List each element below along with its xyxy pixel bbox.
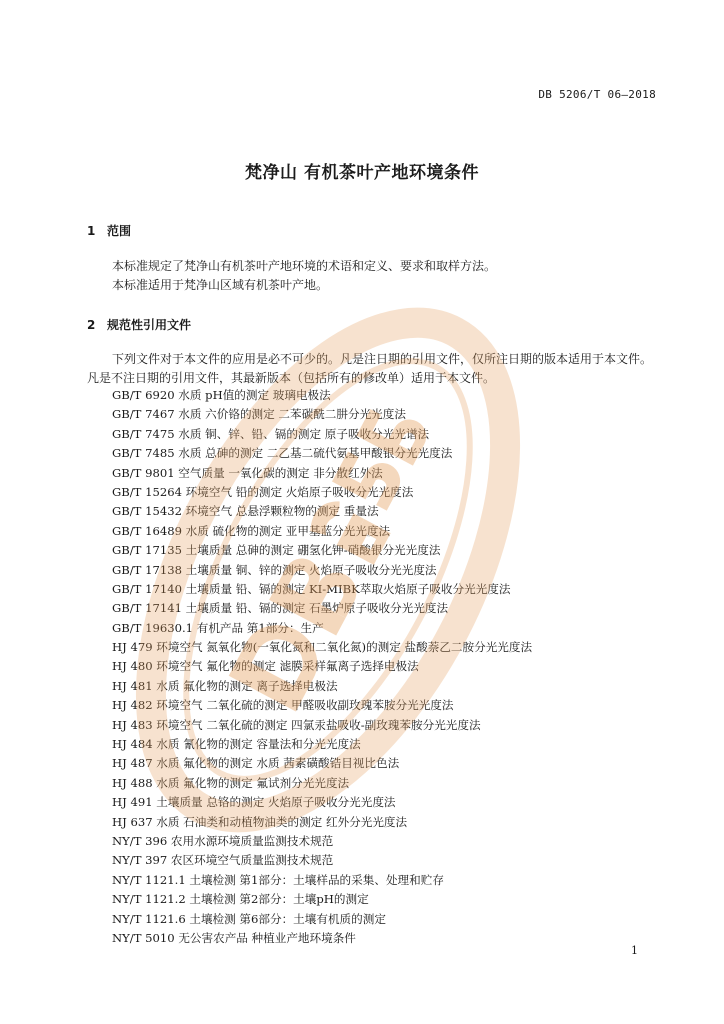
reference-item: HJ 487 水质 氟化物的测定 水质 茜素磺酸锆目视比色法 — [112, 756, 400, 771]
reference-item: HJ 491 土壤质量 总铬的测定 火焰原子吸收分光光度法 — [112, 795, 396, 810]
reference-item: GB/T 17138 土壤质量 铜、锌的测定 火焰原子吸收分光光度法 — [112, 562, 437, 577]
reference-item: GB/T 7485 水质 总砷的测定 二乙基二硫代氨基甲酸银分光光度法 — [112, 446, 453, 461]
reference-item: NY/T 1121.6 土壤检测 第6部分：土壤有机质的测定 — [112, 911, 386, 926]
reference-item: HJ 488 水质 氟化物的测定 氟试剂分光光度法 — [112, 775, 350, 790]
page-title: 梵净山 有机茶叶产地环境条件 — [245, 163, 479, 183]
scope-paragraph-2: 本标准适用于梵净山区域有机茶叶产地。 — [112, 278, 329, 292]
reference-item: HJ 479 环境空气 氮氧化物(一氧化氮和二氧化氮)的测定 盐酸萘乙二胺分光光度法 — [112, 640, 533, 655]
reference-item: NY/T 5010 无公害农产品 种植业产地环境条件 — [112, 930, 356, 945]
reference-list — [112, 386, 672, 948]
reference-item: NY/T 1121.1 土壤检测 第1部分：土壤样品的采集、处理和贮存 — [112, 872, 444, 887]
page-number: 1 — [631, 944, 638, 957]
section-1-heading — [87, 222, 131, 239]
reference-item: NY/T 396 农用水源环境质量监测技术规范 — [112, 833, 334, 848]
section-1-number: 1 — [87, 224, 96, 238]
section-1-title: 范围 — [107, 224, 132, 238]
scope-paragraph-1: 本标准规定了梵净山有机茶叶产地环境的术语和定义、要求和取样方法。 — [112, 259, 497, 273]
reference-item: GB/T 17135 土壤质量 总砷的测定 硼氢化钾-硝酸银分光光度法 — [112, 543, 441, 558]
reference-item: NY/T 397 农区环境空气质量监测技术规范 — [112, 853, 334, 868]
references-intro: 下列文件对于本文件的应用是必不可少的。凡是注日期的引用文件，仅所注日期的版本适用于本文件。凡是不注日期的引用文件，其最新版本（包括所有的修改单）适用于本文件。 — [87, 352, 653, 385]
reference-item: HJ 484 水质 氰化物的测定 容量法和分光光度法 — [112, 737, 361, 752]
reference-item: GB/T 16489 水质 硫化物的测定 亚甲基蓝分光光度法 — [112, 523, 391, 538]
reference-item: GB/T 7467 水质 六价铬的测定 二苯碳酰二肼分光光度法 — [112, 407, 406, 422]
reference-item: HJ 483 环境空气 二氧化硫的测定 四氯汞盐吸收-副玫瑰苯胺分光光度法 — [112, 717, 481, 732]
reference-item: GB/T 15264 环境空气 铅的测定 火焰原子吸收分光光度法 — [112, 484, 414, 499]
reference-item: GB/T 7475 水质 铜、锌、铅、镉的测定 原子吸收分光光谱法 — [112, 426, 430, 441]
reference-item: GB/T 19630.1 有机产品 第1部分：生产 — [112, 620, 324, 635]
reference-item: NY/T 1121.2 土壤检测 第2部分：土壤pH的测定 — [112, 892, 369, 907]
reference-item: HJ 482 环境空气 二氧化硫的测定 甲醛吸收副玫瑰苯胺分光光度法 — [112, 698, 454, 713]
reference-item: GB/T 17140 土壤质量 铅、镉的测定 KI-MIBK萃取火焰原子吸收分光光度法 — [112, 581, 511, 596]
reference-item: GB/T 15432 环境空气 总悬浮颗粒物的测定 重量法 — [112, 504, 379, 519]
reference-item: GB/T 17141 土壤质量 铅、镉的测定 石墨炉原子吸收分光光度法 — [112, 601, 449, 616]
section-2-title: 规范性引用文件 — [107, 318, 192, 332]
reference-item: HJ 481 水质 氟化物的测定 离子选择电极法 — [112, 678, 338, 693]
reference-item: GB/T 6920 水质 pH值的测定 玻璃电极法 — [112, 388, 331, 402]
reference-item: HJ 637 水质 石油类和动植物油类的测定 红外分光光度法 — [112, 814, 408, 829]
reference-item: GB/T 9801 空气质量 一氧化碳的测定 非分散红外法 — [112, 465, 383, 480]
reference-item: HJ 480 环境空气 氟化物的测定 滤膜采样氟离子选择电极法 — [112, 659, 419, 674]
section-2-number: 2 — [87, 318, 96, 332]
section-2-heading — [87, 316, 191, 333]
document-code: DB 5206/T 06—2018 — [538, 88, 656, 101]
